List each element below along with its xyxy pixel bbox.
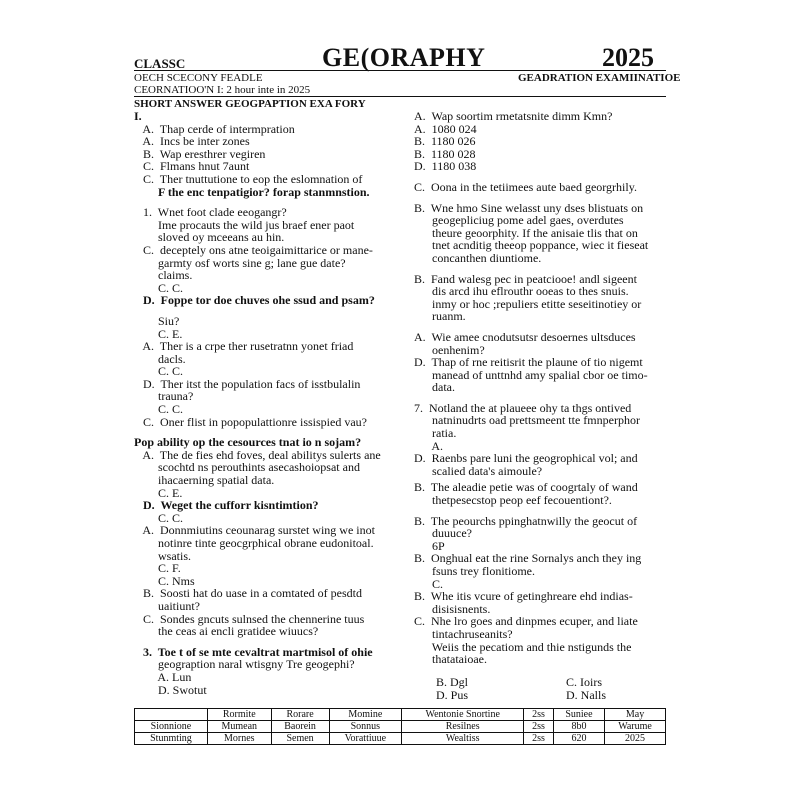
question-line: Ime procauts the wild jus braef ener paot — [134, 217, 355, 232]
choice-text: C. Ioirs — [566, 675, 602, 689]
question-line: Siu? — [134, 313, 180, 328]
question-line: Pop ability op the cesources tnat io n sojam? — [134, 435, 362, 450]
question-line: A. The de fies ehd foves, deal abilitys sulerts ane — [134, 447, 381, 462]
question-line: data. — [414, 380, 455, 395]
question-line: dacls. — [134, 351, 186, 366]
summary-table — [134, 708, 666, 745]
question-line: theure geoorphity. If the anisaie tlis that on — [414, 225, 638, 240]
table-row — [135, 709, 666, 721]
question-line: D. Foppe tor doe chuves ohe ssud and psam? — [134, 293, 375, 308]
question-line: D. 1180 038 — [414, 159, 477, 174]
left-question-column — [134, 110, 396, 696]
question-line: D. Ther itst the population facs of isstbulalin — [134, 376, 361, 391]
exam-name: GEADRATION EXAMIINATIOE — [518, 72, 681, 84]
table-cell: Mornes — [207, 733, 271, 745]
table-cell: 2025 — [605, 733, 666, 745]
question-line: C. C. — [134, 510, 184, 525]
question-line: the ceas ai encli gratidee wiuucs? — [134, 624, 319, 639]
header-subline-1: OECH SCECONY FEADLE — [134, 72, 263, 84]
question-line: oenhenim? — [414, 342, 485, 357]
question-line: C. Sondes gncuts sulnsed the chennerine tuus — [134, 611, 365, 626]
question-line: B. 1180 026 — [414, 134, 476, 149]
table-cell: 8b0 — [553, 721, 604, 733]
table-row — [135, 721, 666, 733]
table-cell: Vorattiuue — [329, 733, 402, 745]
question-line: A. Donnmiutins ceounarag surstet wing we inot — [134, 523, 375, 538]
question-line: scochtd ns perouthints asecashoiopsat and — [134, 460, 360, 475]
question-line: inmy or hoc ;repuliers etitte seseitinotiey or — [414, 296, 642, 311]
question-line: B. Soosti hat do uase in a comtated of pesdtd — [134, 586, 362, 601]
question-line: 3. Toe t of se mte cevaltrat martmisol of ohie — [134, 644, 373, 659]
question-line: A. — [414, 438, 444, 453]
question-line: D. Thap of rne reitisrit the plaune of tio nigemt — [414, 355, 643, 370]
question-line: A. Wap soortim rmetatsnite dimm Kmn? — [414, 109, 613, 123]
question-line: A. Lun — [134, 669, 192, 684]
table-cell: Resilnes — [402, 721, 524, 733]
question-line: B. Wne hmo Sine welasst uny dses blistuats on — [414, 200, 644, 215]
question-line: dis arcd ihu eflrouthr ooeas to thes snuis. — [414, 284, 629, 299]
class-label: CLASSC — [134, 56, 186, 71]
question-line: C. deceptely ons atne teoigaimittarice or mane- — [134, 242, 373, 257]
table-cell: Sionnione — [135, 721, 208, 733]
question-line: C. C. — [134, 402, 184, 417]
question-line: D. Swotut — [134, 682, 207, 697]
question-line: C. Nhe lro goes and dinpmes ecuper, and liate — [414, 614, 638, 629]
question-line: B. Onghual eat the rine Sornalys anch they ing — [414, 551, 642, 566]
question-line: C. Oona in the tetiimees aute baed georgrhily. — [414, 179, 637, 194]
question-line: garmty osf worts sine g; lane gue date? — [134, 255, 346, 270]
choice-text: D. Nalls — [566, 688, 606, 702]
page-title: GE(ORAPHY — [322, 43, 486, 72]
question-line: geograption naral wtisgny Tre geogephi? — [134, 657, 355, 672]
table-cell: Momine — [329, 709, 402, 721]
table-row — [135, 733, 666, 745]
table-cell: 2ss — [524, 733, 554, 745]
question-line: C. C. — [134, 364, 184, 379]
question-line: ruanm. — [414, 309, 466, 324]
table-cell: Wentonie Snortine — [402, 709, 524, 721]
right-question-column — [414, 110, 668, 666]
section-rule — [134, 96, 666, 97]
table-cell: 2ss — [524, 709, 554, 721]
table-cell: Warume — [605, 721, 666, 733]
question-line: B. The aleadie petie was of coogrtaly of wand — [414, 480, 638, 495]
question-line: disisisnents. — [414, 601, 491, 616]
question-line: D. Raenbs pare luni the geogrophical vol; and — [414, 451, 638, 466]
question-line: thetpesecstop peop eef fecouentiont?. — [414, 493, 612, 508]
question-line: B. The peourchs ppinghatnwilly the geocut of — [414, 513, 638, 528]
question-line: C. Flmans hnut 7aunt — [134, 159, 250, 174]
question-line: C. E. — [134, 326, 183, 341]
question-line: C. E. — [134, 485, 183, 500]
section-heading: SHORT ANSWER GEOGPAPTION EXA FORY — [134, 98, 366, 110]
question-line: tnet acnditig theeop poppance, wiec it fieseat — [414, 238, 649, 253]
table-cell: Stunmting — [135, 733, 208, 745]
question-line: C. Nms — [134, 573, 195, 588]
table-cell: 2ss — [524, 721, 554, 733]
question-line: trauna? — [134, 389, 194, 404]
question-line: 7. Notland the at plaueee ohy ta thgs ontived — [414, 400, 632, 415]
table-cell: Mumean — [207, 721, 271, 733]
question-line: B. Fand walesg pec in peatciooe! andl sigeent — [414, 271, 637, 286]
header-subline-2: CEORNATIOO'N I: 2 hour inte in 2025 — [134, 84, 311, 96]
question-line: C. Oner flist in popopulattionre issispied vau? — [134, 414, 367, 429]
question-line: C. — [414, 576, 444, 591]
question-line: ratia. — [414, 426, 457, 441]
table-cell: Baorein — [271, 721, 329, 733]
question-line: A. Ther is a crpe ther rusetratnn yonet friad — [134, 339, 354, 354]
question-line: B. 1180 028 — [414, 146, 476, 161]
question-line: thatataioae. — [414, 652, 487, 667]
table-cell: Suniee — [553, 709, 604, 721]
question-line: claims. — [134, 268, 193, 283]
exam-year: 2025 — [602, 43, 654, 72]
choice-text: D. Pus — [436, 688, 469, 702]
question-line: D. Weget the cufforr kisntimtion? — [134, 498, 319, 513]
choice-text: B. Dgl — [436, 675, 469, 689]
table-cell: Semen — [271, 733, 329, 745]
table-cell: May — [605, 709, 666, 721]
question-line: scalied data's aimoule? — [414, 463, 543, 478]
question-line: B. Wap eresthrer vegiren — [134, 146, 266, 161]
question-line: A. Thap cerde of intermpration — [134, 121, 295, 136]
question-line: I. — [134, 109, 142, 123]
table-cell: 620 — [553, 733, 604, 745]
question-line: B. Whe itis vcure of getinghreare ehd indias- — [414, 589, 633, 604]
question-line: 6P — [414, 538, 445, 553]
question-line: notinre tinte geocgrphical obrane eudonitoal. — [134, 536, 374, 550]
question-line: Weiis the pecatiom and thie nstigunds the — [414, 639, 632, 654]
question-line: A. Incs be inter zones — [134, 134, 250, 149]
question-line: tintachruseanits? — [414, 626, 513, 641]
question-line: C. C. — [134, 280, 184, 295]
question-line: C. F. — [134, 561, 181, 576]
question-line: uaitiunt? — [134, 598, 200, 613]
question-line: wsatis. — [134, 548, 191, 563]
table-cell: Rorare — [271, 709, 329, 721]
table-cell: Rormite — [207, 709, 271, 721]
question-line: concanthen diuntiome. — [414, 250, 542, 265]
question-line: C. Ther tnuttutione to eop the eslomnation of — [134, 171, 363, 186]
question-line: sloved oy mceeans au hin. — [134, 230, 285, 245]
question-line: ihacaerning spatial data. — [134, 473, 275, 488]
question-line: 1. Wnet foot clade eeogangr? — [134, 205, 287, 220]
table-cell — [135, 709, 208, 721]
question-line: fsuns trey flonitiome. — [414, 564, 535, 578]
question-line: duuuce? — [414, 526, 472, 541]
table-cell: Wealtiss — [402, 733, 524, 745]
question-line: F the enc tenpatigior? forap stanmnstion. — [134, 184, 370, 199]
question-line: A. 1080 024 — [414, 121, 477, 136]
question-line: natninudrts oad prettsmeent tte fmnperphor — [414, 413, 640, 428]
question-line: geogepliciug pome adel gaes, overdutes — [414, 213, 624, 228]
question-line: manead of unttnhd amy spalial cbor oe timo- — [414, 367, 648, 382]
table-cell: Sonnus — [329, 721, 402, 733]
question-line: A. Wie amee cnodutsutsr desoernes ultsduces — [414, 329, 636, 344]
header-rule — [134, 70, 666, 71]
